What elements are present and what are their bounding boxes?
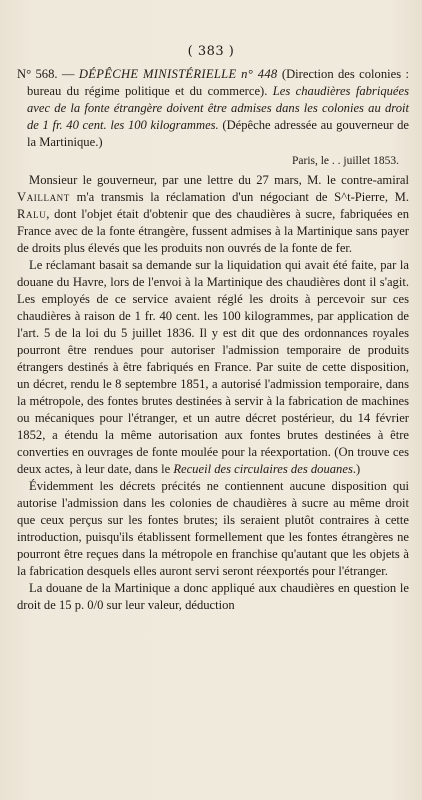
person-name-ralu: Ralu bbox=[17, 207, 47, 221]
page-number: ( 383 ) bbox=[187, 44, 235, 59]
paragraph-1-text-c: , dont l'objet était d'obtenir que des chaudières à sucre, fabriquées en France avec de la fonte étrangère, fussent admises à la Martinique sans payer de droits plus élevés que les produits non ouvrés de la fonte de fer. bbox=[17, 207, 409, 255]
dispatch-summary: Les chaudières fabriquées avec de la fonte étrangère doivent être admises dans les colonies au droit de 1 fr. 40 cent. les 100 kilogrammes. bbox=[27, 84, 410, 132]
paragraph-3: Évidemment les décrets précités ne contiennent aucune disposition qui autorise l'admission dans les colonies de chaudières à sucre au même droit que ceux perçus sur les fontes brutes; ils seraient plutôt contraires à cette introduction, puisqu'ils établissent formellement que les fontes étrangères ne pourront être reçues dans la métropole en franchise qu'autant que les objets à la fabrication desquels elles auront servi seront réexportés pour l'étranger. bbox=[17, 479, 409, 578]
paragraph-2-text-b: .) bbox=[352, 462, 361, 476]
dispatch-title: DÉPÊCHE MINISTÉRIELLE n° 448 bbox=[78, 67, 278, 81]
dispatch-directorate: (Direction des colonies : bureau du régime politique et du commerce). bbox=[27, 67, 409, 98]
dateline: Paris, le . . juillet 1853. bbox=[291, 155, 399, 167]
publication-reference: Recueil des circulaires des douanes bbox=[173, 462, 353, 476]
dispatch-heading: N° 568. — DÉPÊCHE MINISTÉRIELLE n° 448 (Direction des colonies : bureau du régime politique et du commerce). Les chaudières fabriquées avec de la fonte étrangère doivent être admises dans les colonies au droit de 1 fr. 40 cent. les 100 kilogrammes. (Dépêche adressée au gouverneur de la Martinique.) bbox=[17, 67, 410, 149]
paragraph-1 bbox=[17, 172, 409, 257]
paragraph-1-text-b: m'a transmis la réclamation d'un négociant de S^t-Pierre, M. bbox=[76, 190, 410, 204]
paragraph-4: La douane de la Martinique a donc appliqué aux chaudières en question le droit de 15 p. 0/0 sur leur valeur, déduction bbox=[17, 581, 409, 612]
person-name-vaillant: Vaillant bbox=[17, 190, 70, 204]
document-body bbox=[17, 66, 409, 614]
dispatch-addressee: (Dépêche adressée au gouverneur de la Martinique.) bbox=[27, 118, 409, 149]
paragraph-2 bbox=[17, 257, 409, 478]
paragraph-1-text-a: Monsieur le gouverneur, par une lettre du 27 mars, M. le contre-amiral bbox=[29, 173, 409, 187]
dispatch-number: N° 568. bbox=[17, 67, 58, 81]
paragraph-2-text-a: Le réclamant basait sa demande sur la liquidation qui avait été faite, par la douane du Havre, lors de l'envoi à la Martinique des chaudières dont il s'agit. Les employés de ce service avaient réglé les droits à percevoir sur ces chaudières à raison de 1 fr. 40 cent. les 100 kilogrammes, par application de l'art. 5 de la loi du 5 juillet 1836. Il y est dit que des ordonnances royales pourront être rendues pour autoriser l'admission temporaire de produits étrangers destinés à être fabriqués en France. Par suite de cette disposition, un décret, rendu le 8 septembre 1851, a autorisé l'admission temporaire, dans la métropole, des fontes brutes destinées à servir à la fabrication de machines ou mécaniques pour l'étranger, et un autre décret postérieur, du 14 février 1852, a étendu la même autorisation aux fontes brutes destinées à être converties en ouvrages de fonte moulée pour la réexportation. (On trouve ces deux actes, à leur date, dans le bbox=[17, 258, 409, 476]
